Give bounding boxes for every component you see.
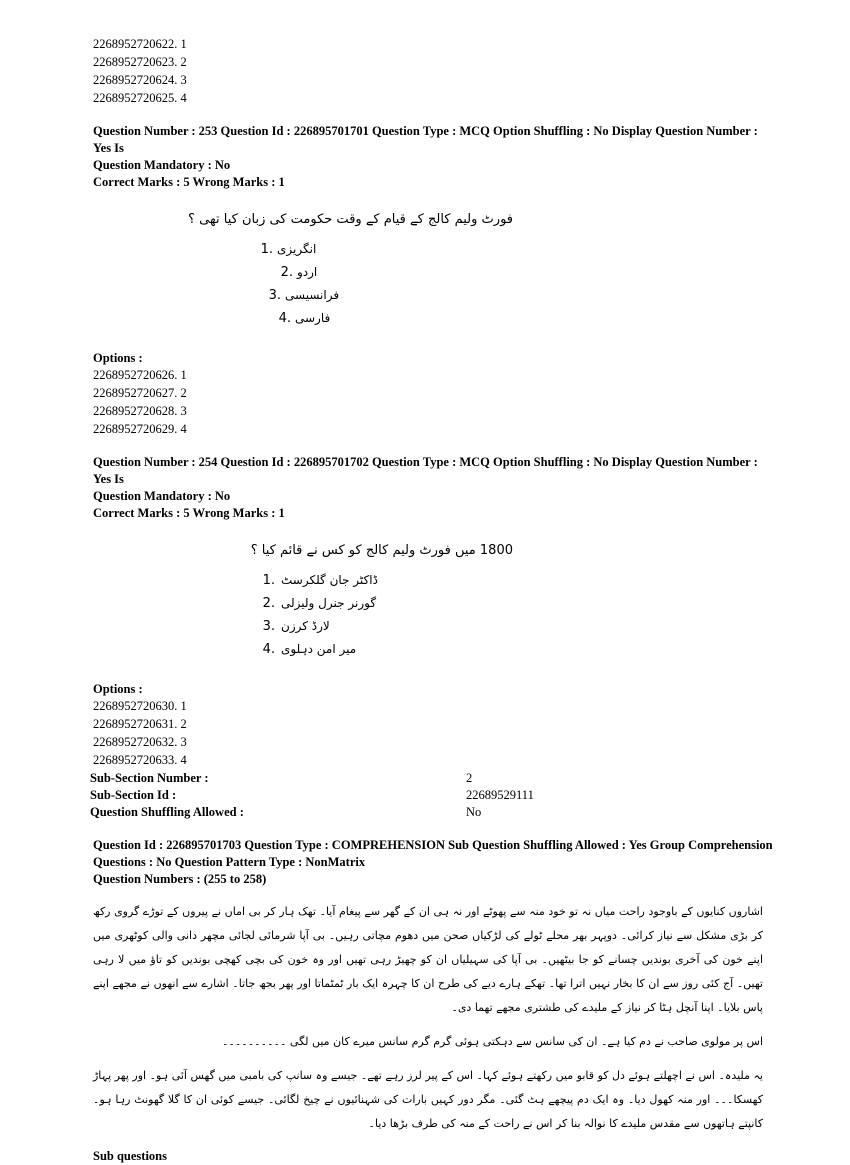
option-id-line: 2268952720633. 4 (93, 753, 187, 767)
options-label: Options : (93, 351, 143, 365)
choice-number: 1. (260, 242, 273, 257)
answer-choice (269, 307, 773, 330)
option-id-line: 2268952720631. 2 (93, 717, 187, 731)
question-text: فورٹ ولیم کالج کے قیام کے وقت حکومت کی زبان کیا تھی ؟ (188, 212, 513, 227)
question-header: Question Number : 254 Question Id : 226895701702 Question Type : MCQ Option Shuffling : No Display Question Number : Yes Is (93, 455, 758, 486)
subsection-row (90, 787, 534, 804)
question-header-cont: Question Mandatory : No (93, 489, 231, 503)
passage-paragraph: اشاروں کنایوں کے باوجود راحت میاں نہ تو خود منہ سے پھوٹے اور نہ ہی ان کے گھر سے پیغام آیا۔ تھک ہار کر بی اماں نے پیروں کے توڑے گروی رکھ کر بڑی مشکل سے نیاز کرائی۔ دوپہر بھر محلے ٹولے کی لڑکیاں صحن میں دھوم مچاتی رہیں۔ بی آپا شرمائی لجائی مچھر دانی والی کوٹھری میں اپنے خون کی آخری بوندیں چسانے کو جا بیٹھیں۔ بی آپا کی سہیلیاں ان کو چھیڑ رہی تھیں اور وہ خون کی بچی کھچی بوندیں کو تاؤ میں لا رہی تھیں۔ آج کئی روز سے ان کا بخار نہیں اترا تھا۔ تھکے ہارے دیے کی طرح ان کا چہرہ ایک بار ٹمٹماتا اور پھر بجھ جاتا۔ اشارے سے انھوں نے مجھے اپنے پاس بلایا۔ اپنا آنچل ہٹا کر نیاز کے ملیدے کی طشتری مجھے تھما دی۔ (93, 905, 763, 1014)
comprehension-block (93, 837, 773, 1165)
answer-choice (271, 261, 773, 284)
subsection-key: Sub-Section Id : (90, 788, 177, 802)
question-marks: Correct Marks : 5 Wrong Marks : 1 (93, 506, 285, 520)
choice-number: 4. (262, 642, 275, 657)
answer-choice (253, 615, 773, 638)
option-id-line: 2268952720623. 2 (93, 55, 187, 69)
answer-choice (253, 592, 773, 615)
comprehension-header: Question Id : 226895701703 Question Type : COMPREHENSION Sub Question Shuffling Allowed : Yes Group Comprehension (93, 838, 773, 852)
choice-number: 2. (280, 265, 293, 280)
choice-number: 3. (262, 619, 275, 634)
answer-choice (251, 238, 773, 261)
option-id-line: 2268952720622. 1 (93, 37, 187, 51)
choice-text: اردو (297, 265, 318, 279)
question-marks: Correct Marks : 5 Wrong Marks : 1 (93, 175, 285, 189)
subsection-row (90, 804, 534, 821)
option-id-line: 2268952720624. 3 (93, 73, 187, 87)
comprehension-header-cont: Questions : No Question Pattern Type : NonMatrix (93, 855, 366, 869)
choice-number: 3. (268, 288, 281, 303)
choice-text: گورنر جنرل ولیزلی (281, 596, 377, 610)
question-254 (93, 454, 773, 770)
answer-choices (251, 238, 773, 330)
choice-number: 4. (278, 311, 291, 326)
choice-text: فارسی (295, 311, 331, 325)
choice-text: میر امن دہلوی (281, 642, 357, 656)
option-id-line: 2268952720629. 4 (93, 422, 187, 436)
question-text: 1800 میں فورٹ ولیم کالج کو کس نے قائم کیا ؟ (250, 543, 513, 558)
question-header-cont: Question Mandatory : No (93, 158, 231, 172)
choice-text: فرانسیسی (285, 288, 340, 302)
subsection-row (90, 770, 534, 787)
passage-paragraph: اس پر مولوی صاحب نے دم کیا ہے۔ ان کی سانس سے دہکتی ہوئی گرم گرم سانس میرے کان میں لگی ۔۔۔۔۔۔۔۔۔۔ (221, 1035, 763, 1048)
option-id-line: 2268952720630. 1 (93, 699, 187, 713)
choice-number: 1. (262, 573, 275, 588)
choice-text: ڈاکٹر جان گلکرسٹ (281, 573, 378, 587)
subsection-value: 2 (466, 771, 473, 785)
question-numbers: Question Numbers : (255 to 258) (93, 872, 267, 886)
options-label: Options : (93, 682, 143, 696)
subsection-key: Sub-Section Number : (90, 771, 209, 785)
top-options-list (93, 36, 773, 108)
exam-page (90, 36, 773, 1165)
passage-paragraph: یہ ملیدہ۔ اس نے اچھلتے ہوئے دل کو قابو میں رکھتے ہوئے کہا۔ اس کے پیر لرز رہے تھے۔ جیسے وہ سانپ کی بامبی میں گھس آئی ہو۔ اور پھر پہاڑ کھسکا۔۔۔ اور منہ کھول دیا۔ وہ ایک دم پیچھے ہٹ گئی۔ مگر دور کہیں بارات کی شہنائیوں نے چیخ لگائی۔ جیسے کوئی ان کا گلا گھونٹ رہا ہو۔ کانپتے ہاتھوں سے مقدس ملیدے کا نوالہ بنا کر اس نے راحت کے منہ کی طرف بڑھا دیا۔ (93, 1069, 763, 1130)
answer-choice (259, 284, 773, 307)
question-header: Question Number : 253 Question Id : 226895701701 Question Type : MCQ Option Shuffling : No Display Question Number : Yes Is (93, 124, 758, 155)
question-253 (93, 123, 773, 439)
choice-text: لارڈ کرزن (281, 619, 330, 633)
answer-choice (253, 569, 773, 592)
subsection-key: Question Shuffling Allowed : (90, 805, 244, 819)
choice-number: 2. (262, 596, 275, 611)
comprehension-passage (93, 900, 763, 1136)
option-id-line: 2268952720632. 3 (93, 735, 187, 749)
sub-questions-label: Sub questions (93, 1149, 167, 1163)
subsection-table (90, 770, 534, 821)
option-id-line: 2268952720628. 3 (93, 404, 187, 418)
answer-choice (253, 638, 773, 661)
choice-text: انگریزی (277, 242, 317, 256)
option-id-line: 2268952720626. 1 (93, 368, 187, 382)
option-id-line: 2268952720625. 4 (93, 91, 187, 105)
subsection-value: 22689529111 (466, 788, 534, 802)
answer-choices (253, 569, 773, 661)
option-id-line: 2268952720627. 2 (93, 386, 187, 400)
subsection-value: No (466, 805, 482, 819)
